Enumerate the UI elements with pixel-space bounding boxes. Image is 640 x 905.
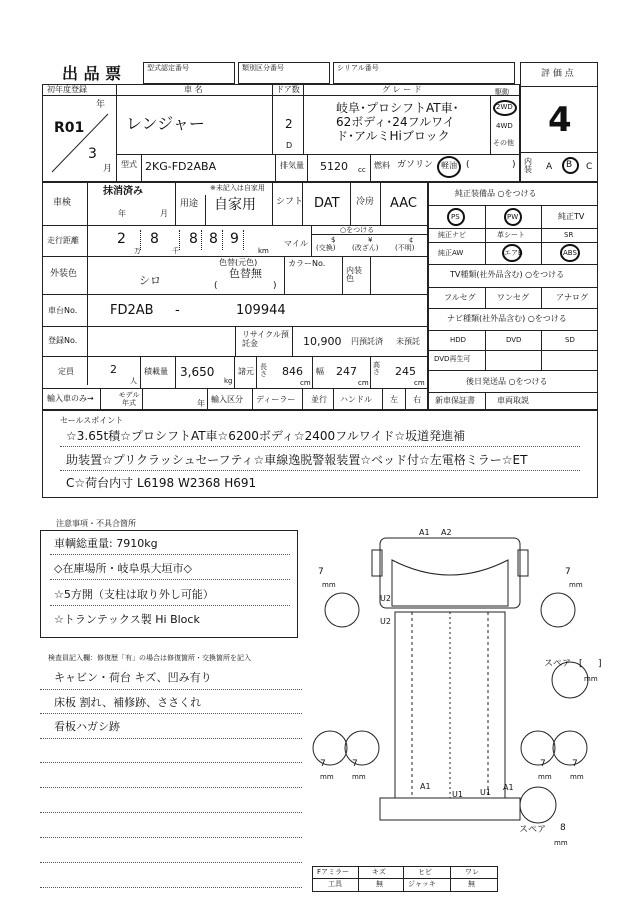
displacement-label: 排気量 bbox=[280, 161, 304, 170]
repaint-paren-close: ) bbox=[273, 281, 277, 291]
opt-tv: 純正TV bbox=[558, 212, 585, 221]
tire-rr2-mm: mm bbox=[570, 773, 584, 781]
grade-line1: 岐阜･プロシフトAT車･ bbox=[336, 101, 459, 115]
inspection-month-unit: 月 bbox=[160, 209, 168, 218]
tire-fr-depth: 7 bbox=[565, 567, 571, 577]
chassis-label: 車台No. bbox=[48, 306, 78, 315]
usage-label: 用途 bbox=[180, 199, 199, 209]
tire-front-left bbox=[325, 593, 359, 627]
opt1-sym: $ bbox=[331, 236, 336, 244]
handle-label: ハンドル bbox=[340, 395, 372, 404]
opt-sr: SR bbox=[564, 231, 574, 239]
recycle-unit: 円預託済 bbox=[351, 337, 383, 346]
spare1-bracket: [ bbox=[579, 659, 583, 669]
inspection-year-unit: 年 bbox=[118, 209, 126, 218]
tire-fl-mm: mm bbox=[322, 581, 336, 589]
fuel-gasoline: ガソリン bbox=[397, 160, 434, 170]
spare1-mm: mm bbox=[584, 675, 598, 683]
mileage-unit-km: km bbox=[258, 247, 269, 255]
spare1-bracket-close: ] bbox=[598, 659, 602, 669]
height-label: 高さ bbox=[373, 361, 380, 376]
inspector-item-1: キャビン・荷台 キズ、凹み有り bbox=[54, 671, 212, 684]
tire-fr-mm: mm bbox=[569, 581, 583, 589]
mark-u1-2: U1 bbox=[480, 788, 491, 797]
opt2-sym: ¥ bbox=[368, 236, 373, 244]
opt1-text: (交換) bbox=[316, 244, 336, 252]
check-h3: ヒビ bbox=[418, 868, 432, 876]
opt-pw: PW bbox=[507, 213, 519, 221]
fuel-other-close: ) bbox=[512, 160, 516, 170]
opt2-text: (改ざん) bbox=[352, 244, 379, 252]
drive-2wd: 2WD bbox=[496, 103, 513, 111]
category-label: 類別区分番号 bbox=[242, 64, 284, 72]
ac-value: AAC bbox=[390, 196, 417, 211]
inspection-label: 車検 bbox=[53, 198, 72, 208]
interior-color-label: 内装色 bbox=[346, 266, 362, 283]
mileage-digit-1: 2 bbox=[117, 231, 126, 247]
opt-navi: 純正ナビ bbox=[438, 231, 466, 239]
score-value: 4 bbox=[548, 100, 572, 140]
model-year-unit: 年 bbox=[197, 399, 205, 408]
opt-abs: ABS bbox=[563, 249, 577, 257]
registration-label: 登録No. bbox=[48, 336, 78, 345]
interior-label: 内装 bbox=[524, 157, 532, 174]
tire-rl1-depth: 7 bbox=[320, 759, 326, 769]
handle-right: 右 bbox=[413, 395, 421, 404]
interior-a: A bbox=[546, 162, 553, 172]
length-cm: cm bbox=[300, 379, 311, 387]
mileage-unit-sen: 千 bbox=[172, 247, 179, 255]
tire-rear-right-1 bbox=[521, 731, 555, 765]
capacity-value: 2 bbox=[110, 363, 117, 376]
opt-warranty: 新車保証書 bbox=[435, 396, 475, 405]
opt-manual: 車両取説 bbox=[497, 396, 529, 405]
fuel-other-open: ( bbox=[466, 160, 470, 170]
spare2-mm: mm bbox=[554, 839, 568, 847]
mileage-circle-note: ○をつける bbox=[340, 226, 375, 234]
inspector-item-2: 床板 割れ、補修跡、ささくれ bbox=[54, 696, 202, 709]
tire-rl2-depth: 7 bbox=[352, 759, 358, 769]
capacity-unit: 人 bbox=[130, 377, 137, 385]
opt-analog: アナログ bbox=[556, 293, 588, 302]
mark-u1-1: U1 bbox=[452, 790, 463, 799]
tire-rear-left-1 bbox=[313, 731, 347, 765]
opt-dvd-play: DVD再生可 bbox=[434, 355, 471, 363]
drive-4wd: 4WD bbox=[496, 122, 513, 130]
capacity-label: 定員 bbox=[58, 367, 74, 376]
opt-oneseg: ワンセグ bbox=[497, 293, 529, 302]
usage-value: 自家用 bbox=[214, 197, 256, 213]
tv-type-label: TV種類(社外品含む) ○をつける bbox=[450, 270, 565, 279]
color-label: 外装色 bbox=[50, 269, 78, 279]
fuel-label: 燃料 bbox=[374, 161, 390, 170]
load-value: 3,650 bbox=[180, 365, 215, 379]
cab-outline bbox=[380, 538, 520, 608]
month-unit: 月 bbox=[103, 164, 113, 174]
tire-rl2-mm: mm bbox=[352, 773, 366, 781]
spare2-depth: 8 bbox=[560, 823, 566, 833]
opt3-text: (不明) bbox=[395, 244, 415, 252]
tire-rr1-depth: 7 bbox=[540, 759, 546, 769]
car-name: レンジャー bbox=[126, 114, 205, 133]
ac-label: 冷房 bbox=[356, 197, 375, 207]
model-type: 2KG-FD2ABA bbox=[145, 160, 217, 173]
serial-label: シリアル番号 bbox=[337, 64, 379, 72]
opt-hdd: HDD bbox=[450, 336, 467, 344]
import-parallel: 並行 bbox=[311, 395, 327, 404]
repaint-label: 色替(元色) bbox=[219, 258, 258, 267]
dims-label: 諸元 bbox=[238, 367, 254, 376]
reg-month: 3 bbox=[88, 146, 97, 162]
import-type-label: 輸入区分 bbox=[211, 395, 243, 404]
mileage-digit-2: 8 bbox=[150, 231, 159, 247]
year-unit: 年 bbox=[96, 100, 106, 110]
handle-left: 左 bbox=[390, 395, 398, 404]
interior-c: C bbox=[586, 162, 593, 172]
note-1: 車輌総重量: 7910kg bbox=[54, 537, 158, 550]
opt-sd: SD bbox=[565, 336, 575, 344]
mile-label: マイル bbox=[284, 239, 308, 248]
fuel-diesel: 軽油 bbox=[441, 161, 457, 170]
interior-b: B bbox=[566, 160, 573, 170]
tire-rear-left-2 bbox=[345, 731, 379, 765]
opt-aw: 純正AW bbox=[438, 249, 464, 257]
width-cm: cm bbox=[358, 379, 369, 387]
car-name-label: 車 名 bbox=[184, 85, 203, 94]
mark-u2-1: U2 bbox=[380, 594, 391, 603]
spare1-label: スペア bbox=[544, 659, 572, 669]
first-reg-label: 初年度登録 bbox=[47, 85, 87, 94]
opt3-sym: ¢ bbox=[409, 236, 414, 244]
mark-u2-2: U2 bbox=[380, 617, 391, 626]
height-value: 245 bbox=[395, 365, 416, 378]
doors-value: 2 bbox=[285, 117, 293, 131]
mileage-digit-4: 8 bbox=[209, 231, 218, 247]
tire-rr1-mm: mm bbox=[538, 773, 552, 781]
doors-suffix: D bbox=[286, 141, 293, 150]
shift-value: DAT bbox=[314, 196, 340, 211]
sales-line-2: 助装置☆プリクラッシュセーフティ☆車線逸脱警報装置☆ベッド付☆左電格ミラー☆ET bbox=[66, 453, 528, 467]
sales-line-3: C☆荷台内寸 L6198 W2368 H691 bbox=[66, 476, 257, 490]
delivery-label: 後日発送品 ○をつける bbox=[466, 377, 548, 386]
load-unit: kg bbox=[224, 377, 233, 385]
grade-line2: 62ボディ･24フルワイ bbox=[336, 115, 455, 129]
drive-other: その他 bbox=[493, 139, 514, 147]
recycle-amount: 10,900 bbox=[303, 335, 342, 348]
form-title: 出 品 票 bbox=[62, 64, 122, 83]
tire-rr2-depth: 7 bbox=[572, 759, 578, 769]
chassis-dash: - bbox=[175, 303, 180, 318]
length-value: 846 bbox=[282, 365, 303, 378]
inspection-status: 抹消済み bbox=[103, 186, 143, 197]
opt-fullseg: フルセグ bbox=[444, 293, 476, 302]
check-r1: 工具 bbox=[328, 880, 342, 888]
mark-a2-top: A2 bbox=[441, 528, 452, 537]
note-3: ☆5方開（支柱は取り外し可能） bbox=[54, 588, 214, 601]
chassis-number: 109944 bbox=[236, 303, 286, 318]
color-value: シロ bbox=[139, 274, 161, 287]
load-label: 積載量 bbox=[144, 367, 168, 376]
check-h4: ワレ bbox=[465, 868, 479, 876]
model-year-label: モデル年式 bbox=[118, 391, 140, 408]
truck-diagram bbox=[300, 520, 600, 870]
note-4: ☆トランテックス製 Hi Block bbox=[54, 613, 200, 626]
model-cert-label: 型式認定番号 bbox=[147, 64, 189, 72]
mark-a1-bottom: A1 bbox=[420, 782, 431, 791]
chassis-prefix: FD2AB bbox=[110, 303, 154, 318]
tailgate bbox=[380, 798, 520, 820]
windshield bbox=[392, 560, 508, 606]
spare-tire-2 bbox=[520, 787, 556, 823]
mileage-unit-man: 万 bbox=[134, 247, 141, 255]
notes-label: 注意事項・不具合箇所 bbox=[56, 519, 136, 528]
mileage-label: 走行距離 bbox=[47, 236, 79, 245]
width-value: 247 bbox=[336, 365, 357, 378]
model-type-label: 型式 bbox=[121, 160, 137, 169]
opt-dvd: DVD bbox=[506, 336, 522, 344]
inspector-item-3: 看板ハガシ跡 bbox=[54, 720, 120, 733]
repaint-paren-open: ( bbox=[214, 281, 218, 291]
displacement: 5120 bbox=[320, 160, 348, 173]
spare2-label: スペア bbox=[519, 825, 547, 835]
sales-points-label: セールスポイント bbox=[60, 416, 124, 425]
import-dealer: ディーラー bbox=[256, 395, 296, 404]
tire-front-right bbox=[541, 593, 575, 627]
tire-fl-depth: 7 bbox=[318, 567, 324, 577]
tire-rl1-mm: mm bbox=[320, 773, 334, 781]
mark-a1-bottom-2: A1 bbox=[503, 783, 514, 792]
length-label: 長さ bbox=[260, 363, 267, 378]
check-r2: 無 bbox=[376, 880, 383, 888]
opt-leather: 革シート bbox=[497, 231, 525, 239]
check-r3: ジャッキ bbox=[408, 880, 436, 888]
check-h1: Fアミラー bbox=[317, 868, 350, 876]
repaint-value: 色替無 bbox=[229, 267, 262, 280]
mark-a1-top: A1 bbox=[419, 528, 430, 537]
tire-rear-right-2 bbox=[553, 731, 587, 765]
recycle-label: リサイクル預託金 bbox=[242, 330, 289, 348]
opt-ps: PS bbox=[451, 213, 460, 221]
check-h2: キズ bbox=[372, 868, 386, 876]
shift-label: シフト bbox=[276, 197, 304, 207]
recycle-status: 未預託 bbox=[396, 337, 420, 346]
score-label: 評 価 点 bbox=[541, 69, 574, 79]
grade-line3: ド･アルミHiブロック bbox=[336, 129, 450, 143]
mileage-digit-3: 8 bbox=[189, 231, 198, 247]
drive-label: 駆動 bbox=[495, 88, 509, 96]
import-label: 輸入車のみ→ bbox=[47, 394, 94, 403]
check-r4: 無 bbox=[468, 880, 475, 888]
mileage-digit-5: 9 bbox=[230, 231, 239, 247]
width-label: 幅 bbox=[316, 367, 324, 376]
opt-airbag: エアB bbox=[504, 249, 523, 257]
cc-unit: cc bbox=[358, 166, 366, 174]
era-year: R01 bbox=[54, 120, 85, 136]
navi-type-label: ナビ種類(社外品含む) ○をつける bbox=[447, 314, 567, 323]
genuine-label: 純正装備品 ○をつける bbox=[455, 189, 537, 198]
grade-label: グ レ ー ド bbox=[382, 85, 422, 94]
doors-label: ドア数 bbox=[276, 85, 300, 94]
usage-note: ※未記入は自家用 bbox=[210, 184, 265, 192]
height-cm: cm bbox=[414, 379, 425, 387]
note-2: ◇在庫場所・岐阜県大垣市◇ bbox=[54, 562, 192, 575]
sales-line-1: ☆3.65t積☆プロシフトAT車☆6200ボディ☆2400フルワイド☆坂道発進補 bbox=[66, 429, 466, 443]
inspector-label: 検査員記入欄：修復歴「有」の場合は修復箇所・交換箇所を記入 bbox=[48, 654, 251, 662]
color-no-label: カラーNo. bbox=[288, 259, 326, 268]
interior-box bbox=[520, 152, 598, 182]
